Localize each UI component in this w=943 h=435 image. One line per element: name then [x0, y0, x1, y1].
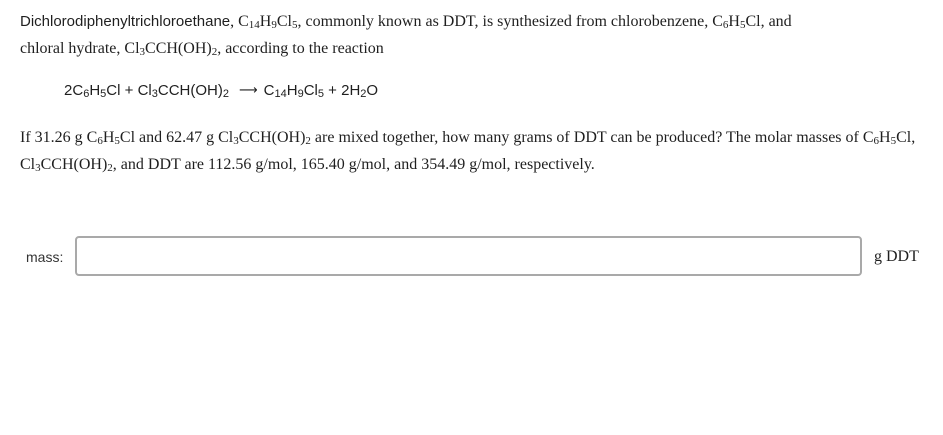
ddt-formula: $C_{14}H_9Cl_5$	[238, 13, 298, 32]
ddt-full-name: Dichlorodiphenyltrichloroethane	[20, 13, 231, 30]
question-paragraph-1: Dichlorodiphenyltrichloroethane, $C_{14}H_9Cl_5$, commonly known as DDT, is synthesized from chlorobenzene, $C_6H_5Cl$, and chloral hydrate, $Cl_3CCH(OH)_2$, according to the reaction	[20, 13, 792, 59]
chlorobenzene-formula: $C_6H_5Cl$	[862, 129, 912, 148]
chloral-hydrate-formula: $Cl_3CCH(OH)_2$	[218, 129, 311, 148]
coefficient-1: 2	[64, 82, 73, 99]
reaction-equation	[64, 78, 378, 104]
product-water: $H_2O$	[349, 82, 379, 101]
reactant-chloral-hydrate: $Cl_3CCH(OH)_2$	[137, 82, 229, 101]
chloral-hydrate-formula: $Cl_3CCH(OH)_2$	[20, 156, 113, 175]
question-paragraph-2: If 31.26 g $C_6H_5Cl$ and 62.47 g $Cl_3CCH(OH)_2$ are mixed together, how many grams of DDT can be produced? The molar masses of $C_6H_5Cl$, $Cl_3CCH(OH)_2$, and DDT are 112.56 g/mol, 165.40 g/mol, and 354.49 g/mol, respectively.	[20, 129, 916, 175]
mass-label: mass:	[26, 249, 64, 265]
chlorobenzene-formula: $C_6H_5Cl$	[712, 13, 761, 32]
coefficient-2: 2	[341, 82, 350, 99]
chloral-hydrate-formula: $Cl_3CCH(OH)_2$	[124, 40, 218, 59]
reaction-arrow-icon: ⟶	[238, 83, 258, 98]
plus-sign: +	[323, 82, 342, 99]
product-ddt: $C_{14}H_9Cl_5$	[263, 82, 324, 101]
plus-sign: +	[120, 82, 138, 99]
mass-input[interactable]	[75, 236, 862, 276]
answer-row	[0, 236, 943, 280]
reactant-chlorobenzene: $C_6H_5Cl$	[72, 82, 121, 101]
unit-label: g DDT	[874, 248, 919, 265]
chlorobenzene-formula: $C_6H_5Cl$	[86, 129, 136, 148]
